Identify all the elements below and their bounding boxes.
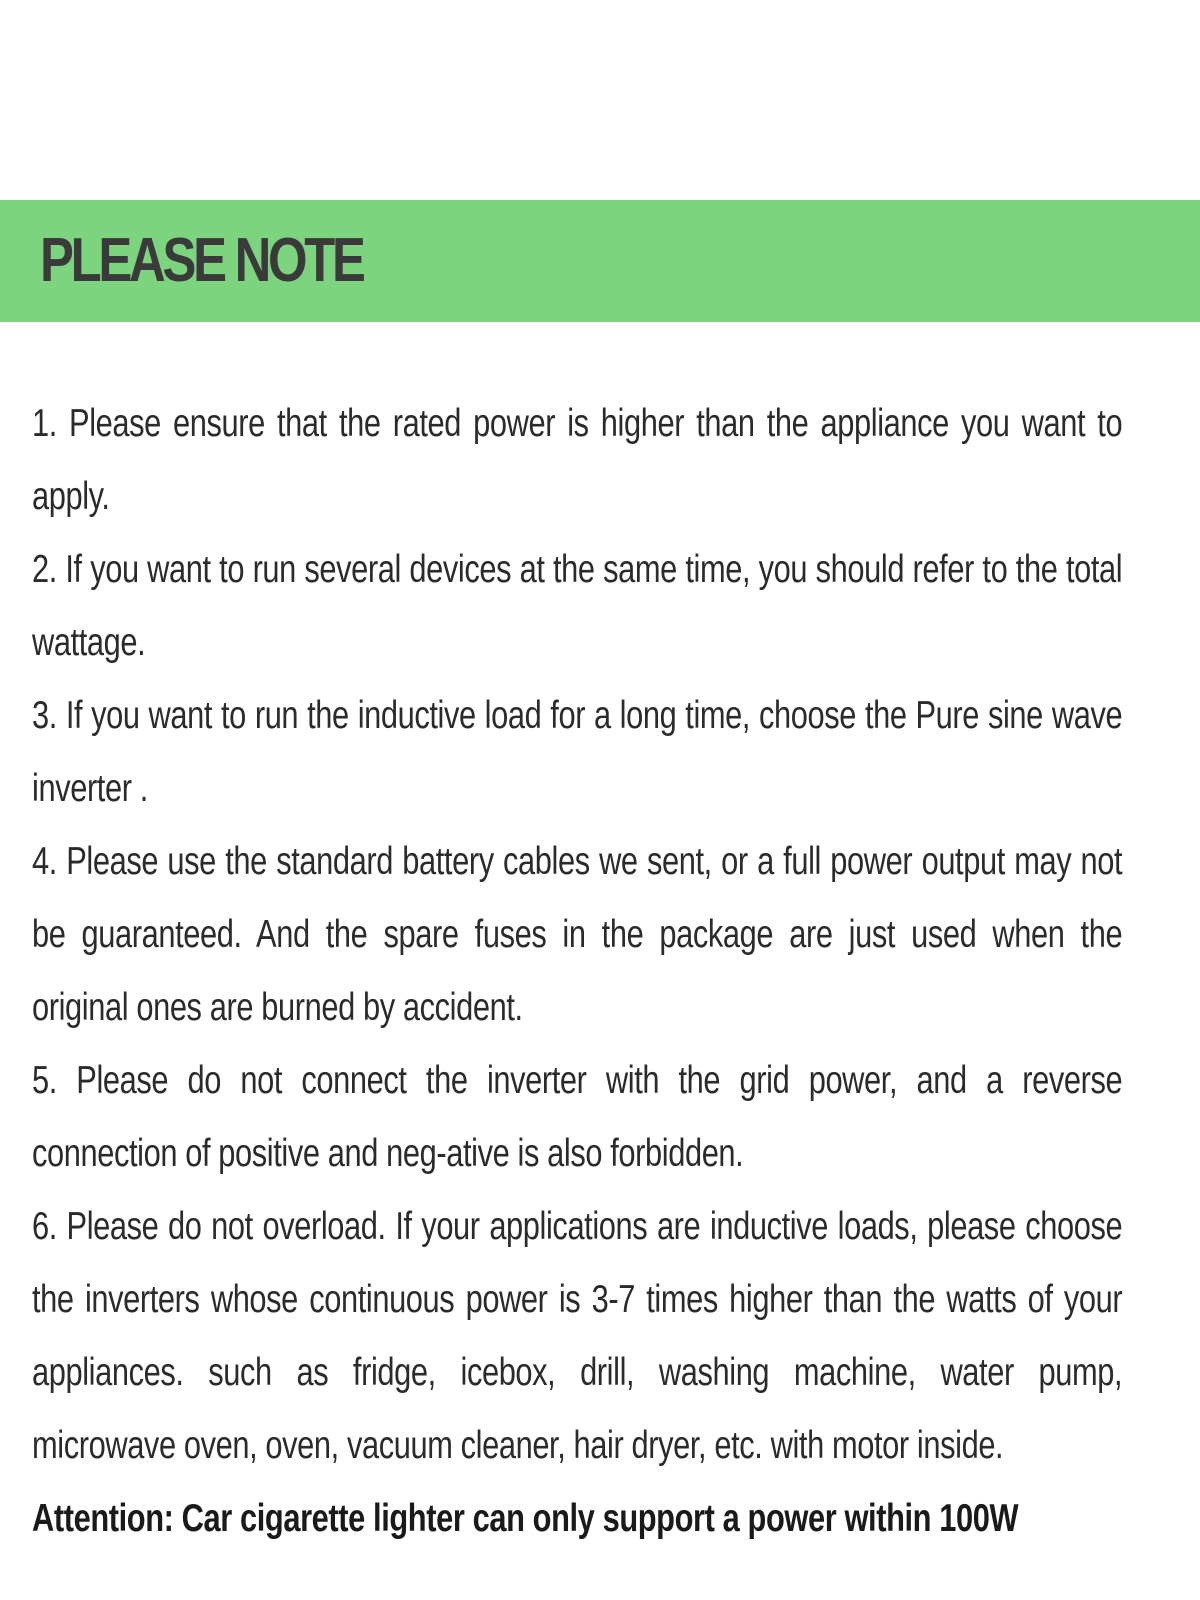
note-item-5: 5. Please do not connect the inverter with the grid power, and a reverse connection of positive and neg-ative is also forbidden. bbox=[32, 1059, 1123, 1175]
note-item-4: 4. Please use the standard battery cables we sent, or a full power output may not be guaranteed. And the spare fuses in the package are just used when the original ones are burned by accident. bbox=[32, 840, 1123, 1029]
note-item-6: 6. Please do not overload. If your applications are inductive loads, please choose the inverters whose continuous power is 3-7 times higher than the watts of your appliances. such as fridge, icebox, drill, washing machine, water pump, microwave oven, oven, vacuum cleaner, hair dryer, etc. with motor inside. bbox=[32, 1205, 1123, 1467]
header-banner bbox=[0, 200, 1200, 322]
page-title: PLEASE NOTE bbox=[40, 226, 363, 295]
note-item-3: 3. If you want to run the inductive load for a long time, choose the Pure sine wave inverter . bbox=[32, 694, 1123, 810]
note-item-2: 2. If you want to run several devices at the same time, you should refer to the total wattage. bbox=[32, 548, 1123, 664]
note-item-1: 1. Please ensure that the rated power is higher than the appliance you want to apply. bbox=[32, 402, 1123, 518]
notes-list bbox=[32, 387, 1122, 1555]
attention-note: Attention: Car cigarette lighter can only support a power within 100W bbox=[32, 1497, 1019, 1540]
